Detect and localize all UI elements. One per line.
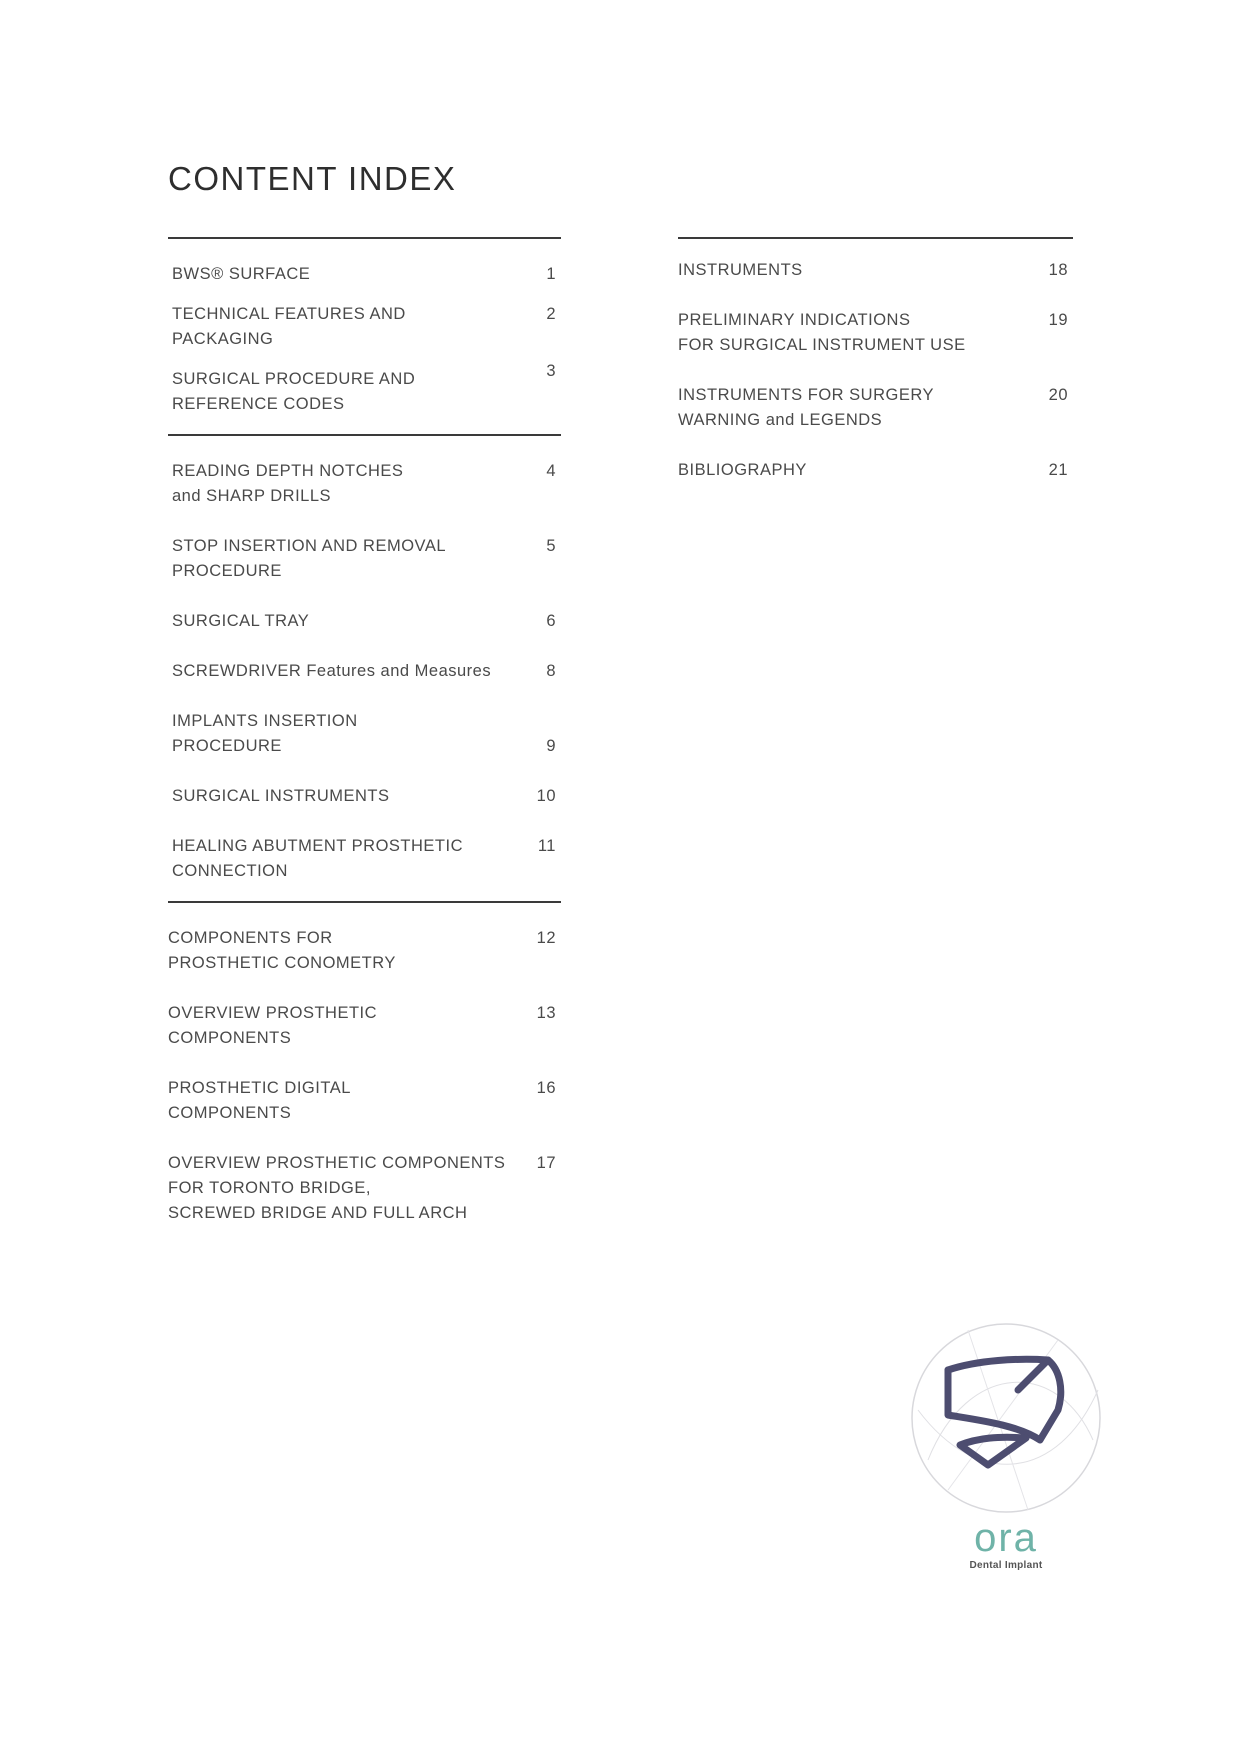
entry-page-number: 13 [536,1004,556,1022]
index-entry[interactable] [678,458,1073,483]
page-title: CONTENT INDEX [168,160,457,197]
entry-page-number: 11 [537,837,556,855]
entry-page-number: 2 [546,305,556,323]
entry-page-number: 17 [536,1154,556,1172]
index-entry[interactable] [168,262,561,287]
index-entry[interactable] [168,1001,561,1051]
entry-label: PROSTHETIC DIGITAL COMPONENTS [168,1079,351,1122]
entry-page-number: 12 [536,929,556,947]
index-entry[interactable] [168,659,561,684]
entry-page-number: 3 [546,362,556,380]
entry-page-number: 5 [546,537,556,555]
entry-label: SURGICAL PROCEDURE AND REFERENCE CODES [172,370,416,413]
entry-page-number: 18 [1048,261,1068,279]
index-entry[interactable] [168,459,561,509]
entry-page-number: 21 [1048,461,1068,479]
entry-label: HEALING ABUTMENT PROSTHETIC CONNECTION [172,837,463,880]
entry-label: INSTRUMENTS [678,261,803,279]
entry-label: SURGICAL INSTRUMENTS [172,787,390,805]
index-entry[interactable] [168,362,561,417]
entry-label: OVERVIEW PROSTHETIC COMPONENTS [168,1004,378,1047]
entry-label: BIBLIOGRAPHY [678,461,807,479]
index-entry[interactable] [168,1151,561,1226]
logo-wordmark: ora [974,1516,1038,1560]
entry-label: INSTRUMENTS FOR SURGERY WARNING and LEGENDS [678,386,934,429]
ora-dental-implant-logo [908,1320,1104,1580]
entry-page-number: 6 [546,612,556,630]
entry-label: SURGICAL TRAY [172,612,310,630]
index-entry[interactable] [168,302,561,352]
entry-label: READING DEPTH NOTCHES and SHARP DRILLS [172,462,404,505]
index-entry[interactable] [168,709,561,759]
entry-page-number: 1 [546,265,556,283]
entry-label: OVERVIEW PROSTHETIC COMPONENTS FOR TORONTO BRIDGE, SCREWED BRIDGE AND FULL ARCH [168,1154,506,1222]
entry-label: BWS® SURFACE [172,265,311,283]
entry-label: STOP INSERTION AND REMOVAL PROCEDURE [172,537,447,580]
index-entry[interactable] [168,534,561,584]
entry-label: PRELIMINARY INDICATIONS FOR SURGICAL INSTRUMENT USE [678,311,966,354]
index-entry[interactable] [168,609,561,634]
entry-label: IMPLANTS INSERTION PROCEDURE [172,712,358,755]
entry-page-number: 4 [546,462,556,480]
index-entry[interactable] [168,1076,561,1126]
index-entry[interactable] [168,784,561,809]
index-right-column [678,237,1073,483]
entry-page-number: 20 [1048,386,1068,404]
entry-label: SCREWDRIVER Features and Measures [172,662,492,680]
entry-label: COMPONENTS FOR PROSTHETIC CONOMETRY [168,929,396,972]
index-entry[interactable] [678,383,1073,433]
entry-page-number: 8 [546,662,556,680]
ora-emblem-icon [908,1320,1104,1516]
index-left-column [168,237,561,1226]
index-entry[interactable] [168,926,561,976]
logo-subtitle: Dental Implant [969,1560,1043,1571]
entry-label: TECHNICAL FEATURES AND PACKAGING [172,305,406,348]
entry-page-number: 19 [1048,311,1068,329]
index-entry[interactable] [678,308,1073,358]
index-entry[interactable] [168,834,561,884]
entry-page-number: 10 [536,787,556,805]
entry-page-number: 9 [546,737,556,755]
index-entry[interactable] [678,258,1073,283]
entry-page-number: 16 [536,1079,556,1097]
